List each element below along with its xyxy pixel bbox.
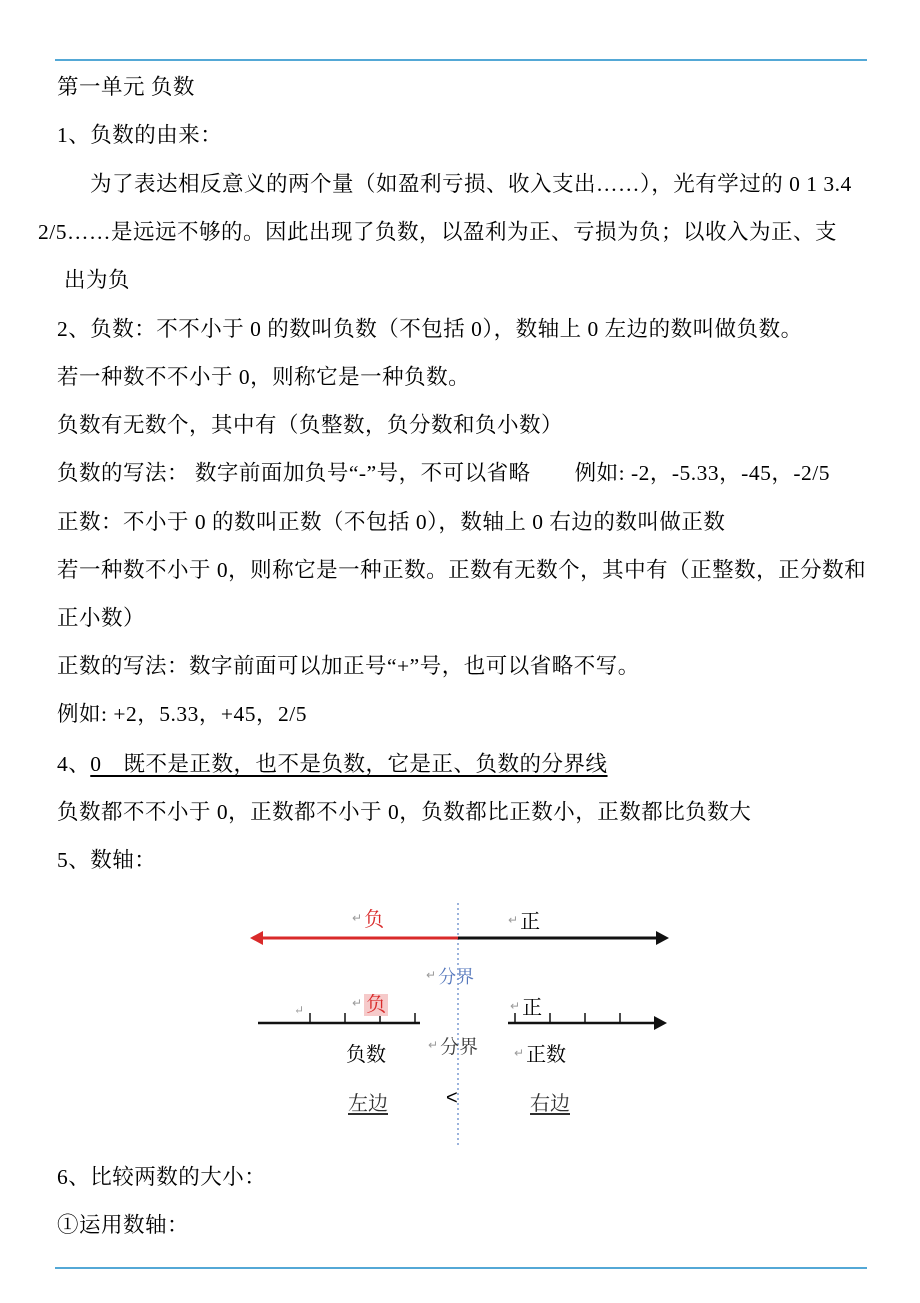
positive-numbers-label: 正数 [526, 1044, 567, 1066]
section2-line3: 负数的写法： 数字前面加负号“-”号，不可以省略 例如: -2，-5.33，-45，-2/5 [57, 461, 830, 485]
top-border-line [55, 59, 867, 61]
right-side-label-wrap [530, 1087, 570, 1116]
left-side-label: 左边 [348, 1093, 388, 1115]
positive-segment-arrowhead [654, 1016, 667, 1030]
boundary-label-mid-wrap [428, 1032, 478, 1059]
section2-line1: 若一种数不不小于 0，则称它是一种负数。 [57, 365, 471, 389]
anchor-icon: ↵ [352, 996, 363, 1010]
boundary-label-blue-wrap [426, 963, 474, 989]
boundary-label-mid: 分界 [440, 1037, 479, 1058]
unit-heading: 第一单元 负数 [57, 75, 195, 99]
left-side-label-wrap [348, 1087, 388, 1116]
anchor-icon: ↵ [294, 1003, 305, 1017]
less-than-sign-wrap [446, 1087, 458, 1110]
negative-label-top-wrap [352, 903, 384, 932]
section1-line2: 2/5……是远远不够的。因此出现了负数，以盈利为正、亏损为负；以收入为正、支 [38, 220, 837, 244]
number-line-diagram [248, 895, 672, 1153]
anchor-icon: ↵ [426, 968, 437, 982]
negative-label-mid: 负 [366, 994, 387, 1016]
section3-line3: 正小数） [57, 606, 146, 630]
anchor-icon: ↵ [510, 999, 521, 1013]
section4-rule-text: 0 既不是正数，也不是负数，它是正、负数的分界线 [90, 752, 608, 776]
boundary-label-blue: 分界 [438, 967, 475, 987]
section3-line2: 若一种数不小于 0，则称它是一种正数。正数有无数个，其中有（正整数，正分数和 [57, 558, 867, 582]
section3-line5: 例如: +2，5.33，+45，2/5 [57, 702, 307, 726]
negative-label-top: 负 [364, 909, 385, 931]
negative-numbers-label: 负数 [346, 1044, 386, 1066]
section4-title [57, 749, 608, 779]
positive-label-top-wrap [508, 905, 540, 934]
section3-line4: 正数的写法：数字前面可以加正号“+”号，也可以省略不写。 [57, 654, 640, 678]
anchor-icon: ↵ [428, 1038, 439, 1052]
negative-numbers-label-wrap [346, 1038, 386, 1067]
positive-axis-arrowhead [656, 931, 669, 945]
right-side-label: 右边 [530, 1093, 570, 1115]
section1-line1: 为了表达相反意义的两个量（如盈利亏损、收入支出……），光有学过的 0 1 3.4 [90, 172, 852, 196]
section6-title: 6、比较两数的大小： [57, 1165, 267, 1189]
section2-line2: 负数有无数个，其中有（负整数，负分数和负小数） [57, 413, 564, 437]
positive-label-top: 正 [520, 911, 541, 933]
section1-title: 1、负数的由来： [57, 123, 223, 147]
section2-title: 2、负数：不不小于 0 的数叫负数（不包括 0），数轴上 0 左边的数叫做负数。 [57, 317, 803, 341]
positive-numbers-label-wrap [514, 1038, 566, 1067]
bottom-border-line [55, 1267, 867, 1269]
negative-axis-arrowhead [250, 931, 263, 945]
section3-line1: 正数：不小于 0 的数叫正数（不包括 0），数轴上 0 右边的数叫做正数 [57, 510, 726, 534]
anchor-icon: ↵ [352, 911, 363, 925]
section4-line2: 负数都不不小于 0，正数都不小于 0，负数都比正数小，正数都比负数大 [57, 800, 752, 824]
anchor-icon: ↵ [514, 1046, 525, 1060]
section1-line3: 出为负 [64, 268, 131, 292]
negative-label-mid-wrap [352, 988, 388, 1017]
section6-line1: ①运用数轴： [57, 1213, 190, 1237]
less-than-sign: < [446, 1087, 458, 1109]
positive-label-mid: 正 [522, 997, 543, 1019]
number-line-axes [248, 895, 672, 1153]
section4-number: 4、 [57, 752, 91, 776]
anchor-icon: ↵ [508, 913, 519, 927]
positive-label-mid-wrap [510, 991, 542, 1020]
section5-title: 5、数轴： [57, 848, 157, 872]
